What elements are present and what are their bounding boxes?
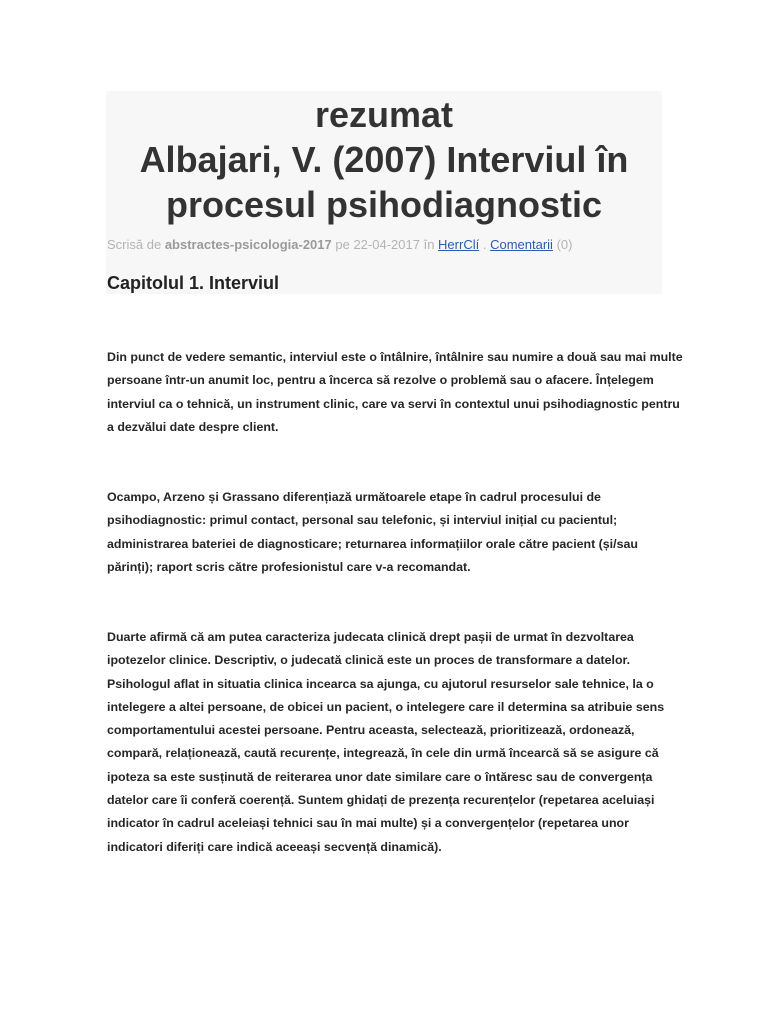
paragraph-line: interviul ca o tehnică, un instrument clinic, care va servi în contextul unui psihodiagnostic pentru — [107, 396, 680, 411]
paragraph-line: compară, relaționează, caută recurențe, integrează, în cele din urmă încearcă să se asigure că — [107, 746, 659, 761]
paragraph-line: datelor care îi conferă coerență. Suntem ghidați de prezența recurențelor (repetarea aceluiași — [107, 793, 655, 808]
paragraph-line: indicatori diferiți care indică aceeași secvență dinamică). — [107, 839, 442, 854]
paragraph-line: persoane într-un anumit loc, pentru a încerca să rezolve o problemă sau o afacere. Înțelegem — [107, 373, 654, 388]
paragraph-line: intelegere a altei persoane, de obicei un pacient, o intelegere care il determina sa atribuie sens — [107, 699, 665, 714]
comments-link[interactable]: Comentarii — [490, 237, 553, 252]
paragraph-line: Ocampo, Arzeno și Grassano diferențiază următoarele etape în cadrul procesului de — [107, 490, 601, 504]
section-heading: Capitolul 1. Interviul — [107, 273, 280, 293]
paragraph-line: ipoteza sa este susținută de reiterarea unor date similare care o întăresc sau de convergența — [107, 769, 653, 784]
paragraph-line: administrarea bateriei de diagnosticare; returnarea informațiilor orale către pacient (și/sau — [107, 536, 638, 551]
paragraph-line: Duarte afirmă că am putea caracteriza judecata clinică drept pașii de urmat în dezvoltarea — [107, 630, 634, 644]
paragraph — [107, 486, 663, 579]
paragraph-line: psihodiagnostic: primul contact, personal sau telefonic, și interviul inițial cu pacientul; — [107, 513, 618, 528]
paragraph — [107, 346, 683, 439]
paragraph-line: părinți); raport scris către profesionistul care v-a recomandat. — [107, 559, 471, 574]
paragraph — [107, 626, 663, 859]
written-by-label: Scrisă de — [107, 237, 162, 252]
author-name: abstractes-psicologia-2017 — [164, 237, 332, 252]
date-prefix: pe — [335, 237, 350, 252]
paragraph-line: indicator în cadrul aceleiași tehnici sau în mai multe) și a convergențelor (repetarea unor — [107, 816, 629, 831]
title-line: procesul psihodiagnostic — [165, 184, 603, 225]
meta-separator: . — [482, 237, 487, 252]
publish-date: 22-04-2017 — [353, 237, 420, 252]
article-meta — [107, 236, 663, 254]
paragraph-line: Psihologul aflat in situatia clinica incearca sa ajunga, cu ajutorul resurselor sale tehnice, la o — [107, 676, 654, 691]
title-line: Albajari, V. (2007) Interviul în — [139, 139, 629, 180]
title-line: rezumat — [314, 94, 454, 135]
paragraph-line: comportamentului acestei persoane. Pentru aceasta, selectează, prioritizează, ordonează, — [107, 723, 635, 738]
paragraph-line: Din punct de vedere semantic, interviul este o întâlnire, întâlnire sau numire a două sau mai multe — [107, 350, 683, 364]
article-title — [106, 92, 662, 227]
paragraph-line: a dezvălui date despre client. — [107, 419, 279, 434]
comments-count: (0) — [556, 237, 573, 252]
category-prefix: în — [423, 237, 435, 252]
category-link[interactable]: HerrClí — [438, 237, 480, 252]
paragraph-line: ipotezelor clinice. Descriptiv, o judecată clinică este un proces de transformare a datelor. — [107, 653, 631, 668]
